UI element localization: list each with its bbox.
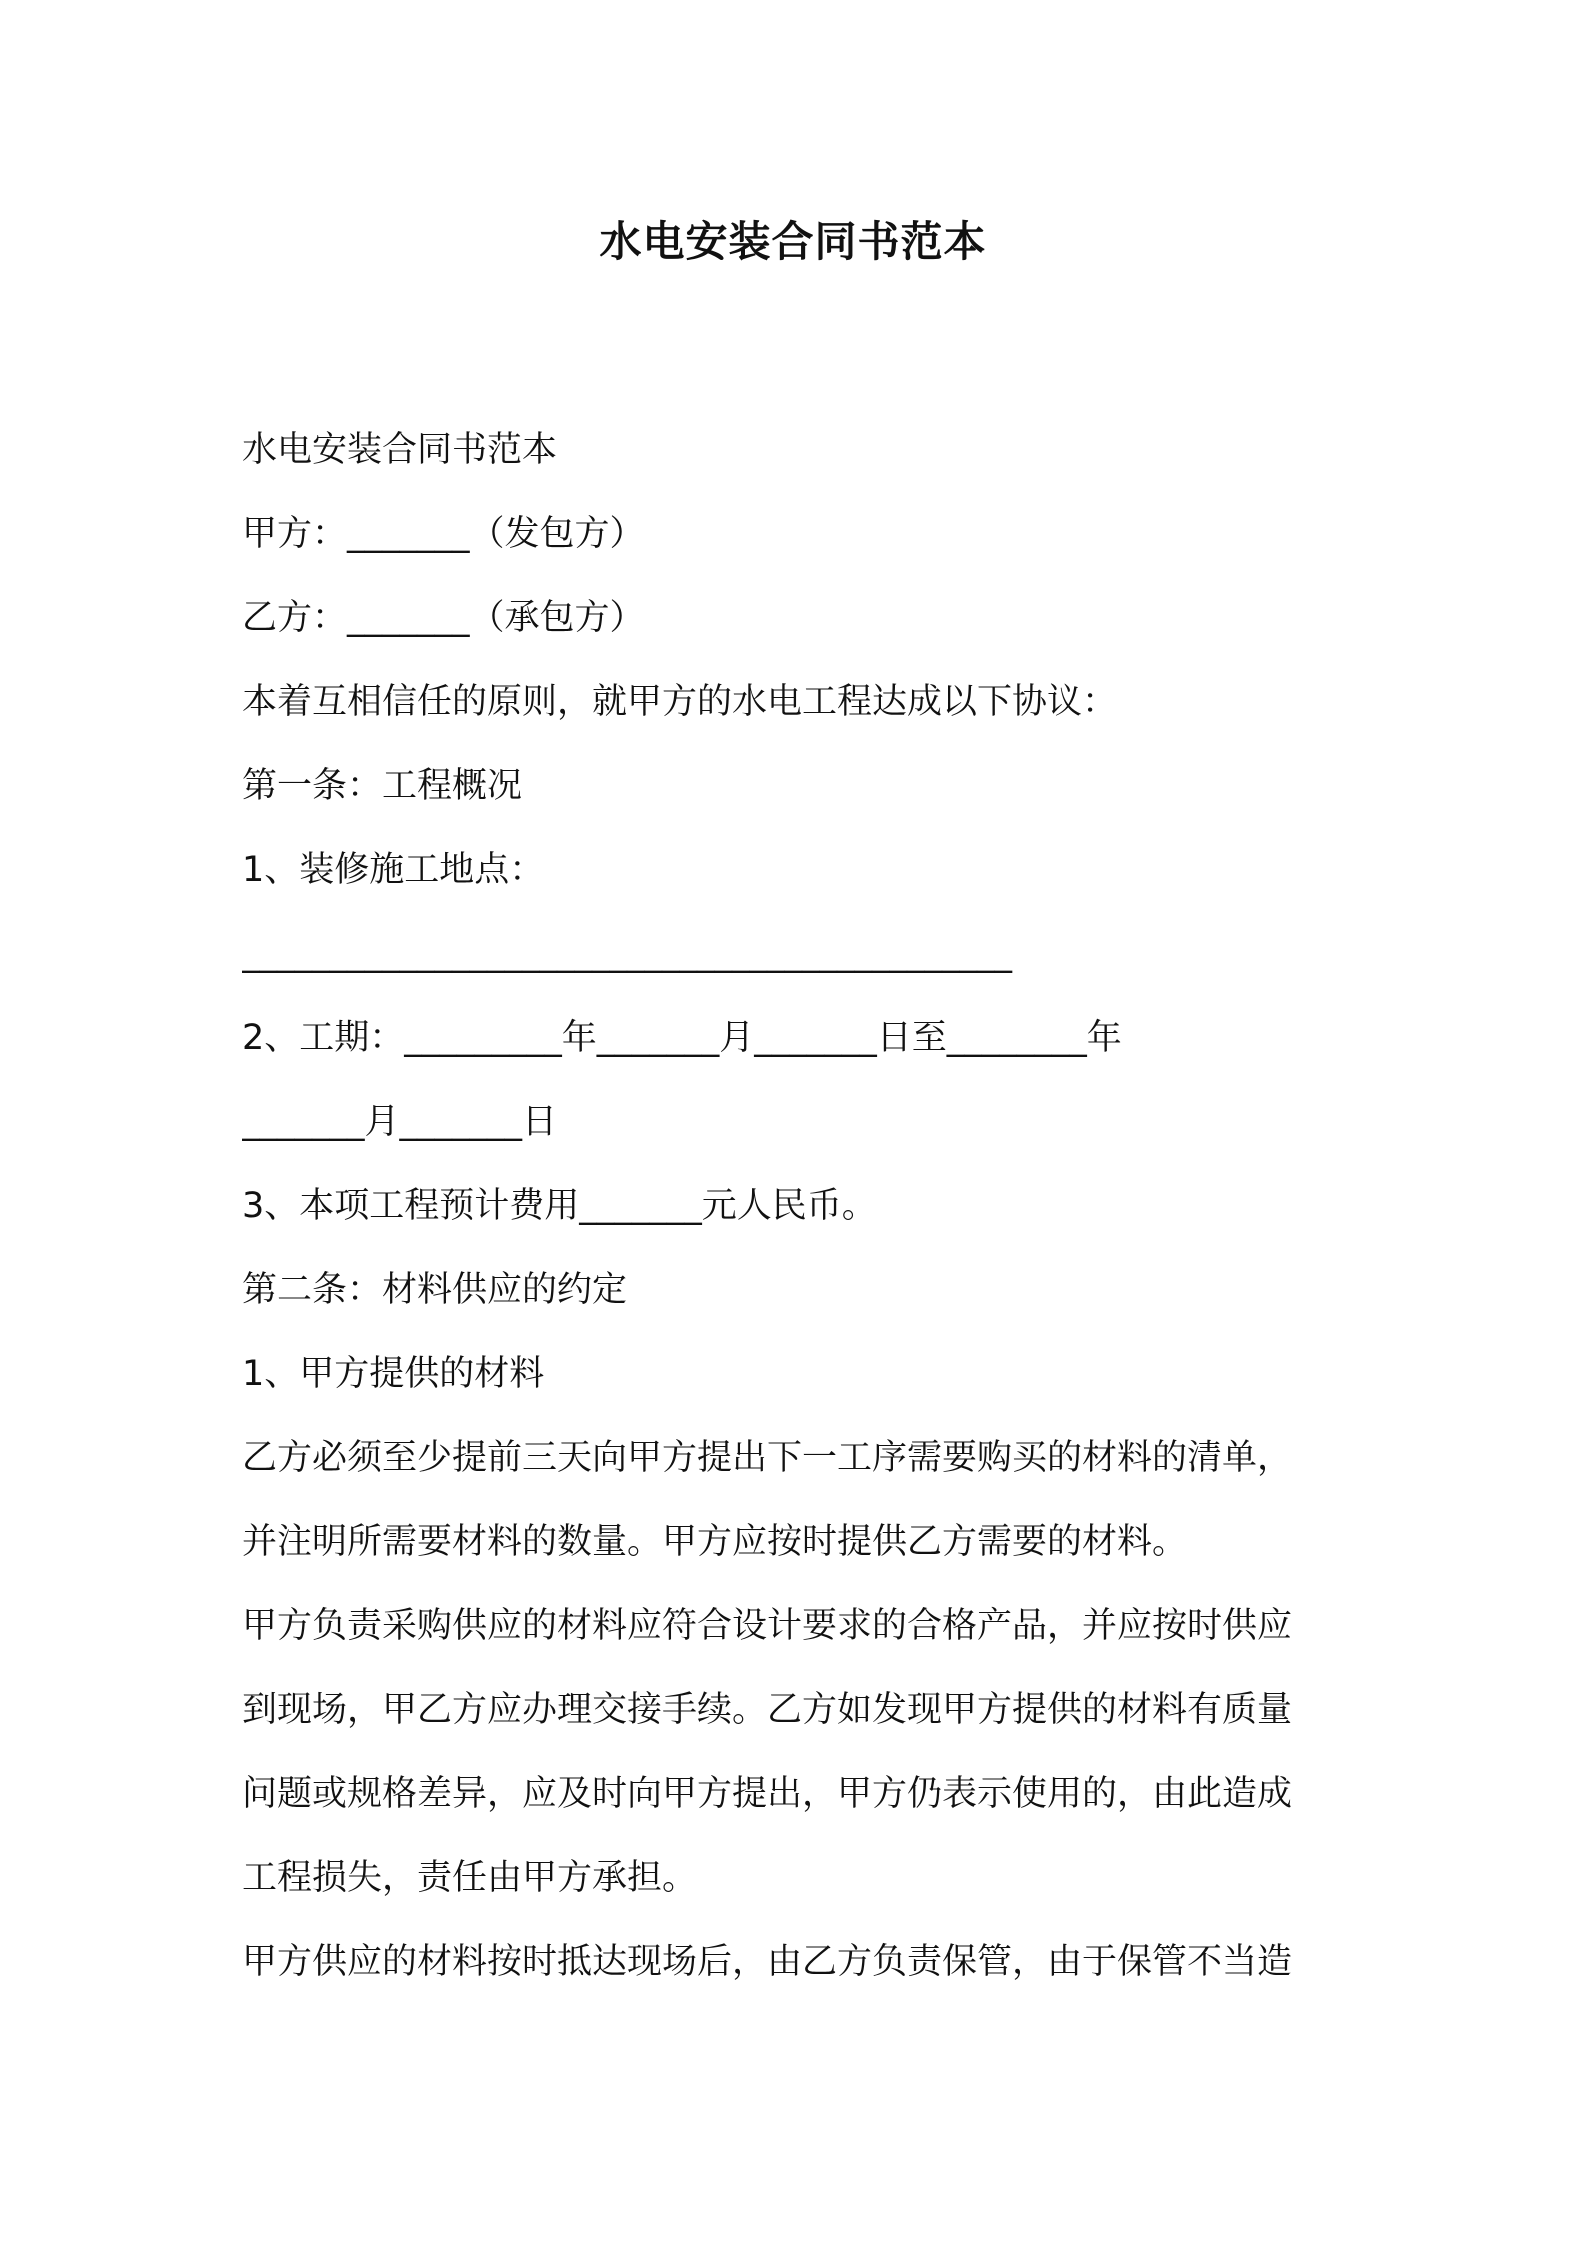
party-a-materials-heading: 1、甲方提供的材料 [242, 1354, 545, 1394]
document-title: 水电安装合同书范本 [599, 217, 987, 266]
duration-line-cont: _______月_______日 [242, 1102, 558, 1142]
paragraph-line: 并注明所需要材料的数量。甲方应按时提供乙方需要的材料。 [242, 1522, 1188, 1562]
party-a-line: 甲方：_______（发包方） [242, 514, 645, 554]
paragraph-line: 甲方供应的材料按时抵达现场后，由乙方负责保管，由于保管不当造 [242, 1942, 1293, 1982]
cost-line: 3、本项工程预计费用_______元人民币。 [242, 1186, 877, 1226]
duration-line: 2、工期：_________年_______月_______日至________年 [242, 1018, 1122, 1058]
article-1-heading: 第一条：工程概况 [242, 766, 523, 806]
preamble-line: 本着互相信任的原则，就甲方的水电工程达成以下协议： [242, 682, 1118, 722]
paragraph-line: 问题或规格差异，应及时向甲方提出，甲方仍表示使用的，由此造成 [242, 1774, 1293, 1814]
paragraph-line: 到现场，甲乙方应办理交接手续。乙方如发现甲方提供的材料有质量 [242, 1690, 1293, 1730]
site-location-blank: ____________________________________________ [242, 934, 1012, 974]
site-location-line: 1、装修施工地点： [242, 850, 545, 890]
article-2-heading: 第二条：材料供应的约定 [242, 1270, 628, 1310]
paragraph-line: 甲方负责采购供应的材料应符合设计要求的合格产品，并应按时供应 [242, 1606, 1293, 1646]
party-b-line: 乙方：_______（承包方） [242, 598, 645, 638]
document-body [242, 408, 1362, 2004]
subtitle-line: 水电安装合同书范本 [242, 430, 558, 470]
paragraph-line: 工程损失，责任由甲方承担。 [242, 1858, 698, 1898]
paragraph-line: 乙方必须至少提前三天向甲方提出下一工序需要购买的材料的清单， [242, 1438, 1293, 1478]
